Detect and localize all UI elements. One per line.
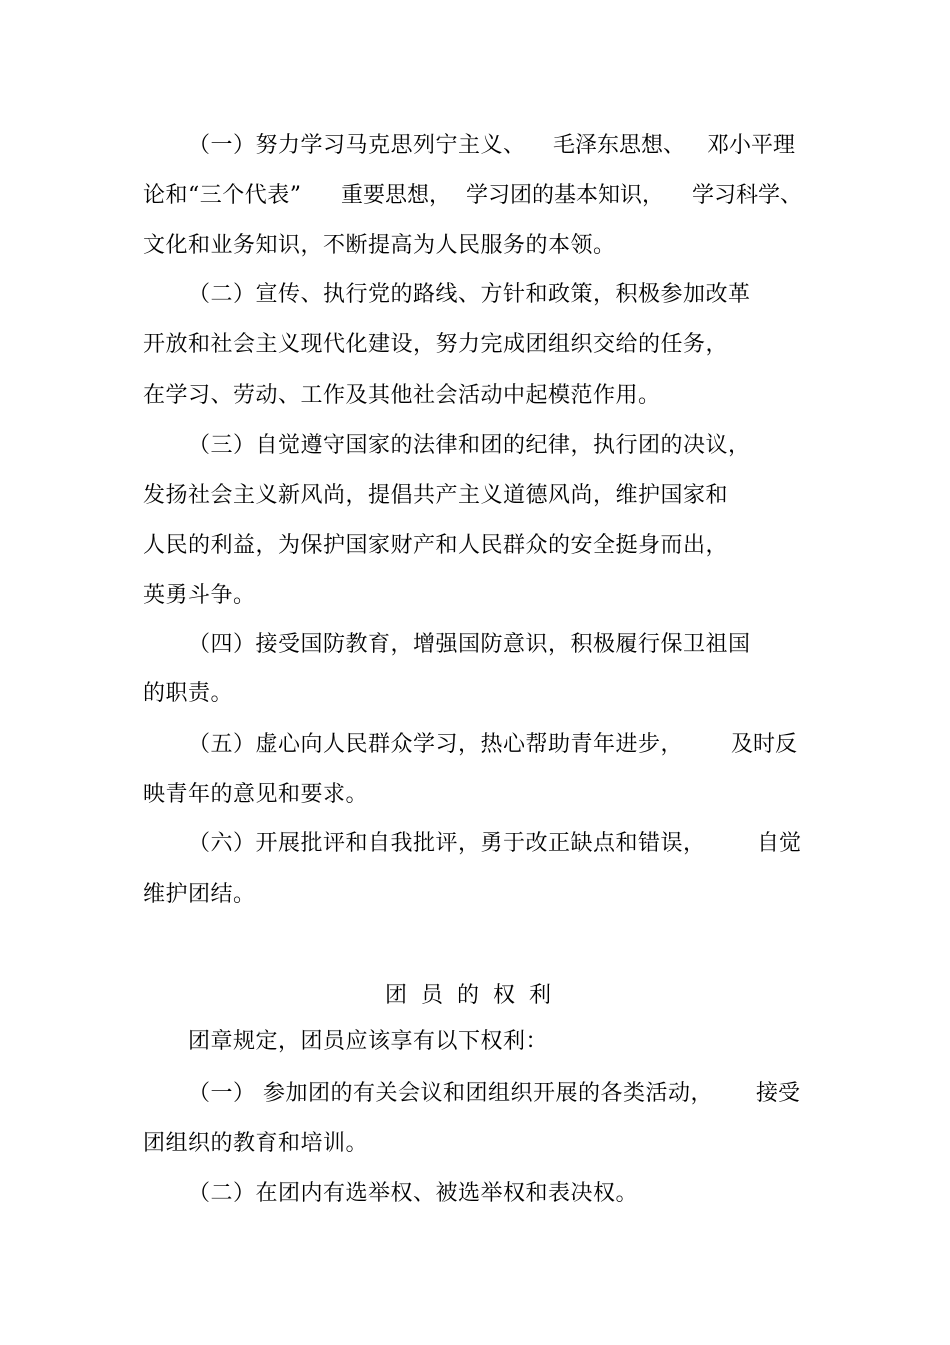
duty-3-line-2: 发扬社会主义新风尚，提倡共产主义道德风尚，维护国家和 [143, 483, 729, 508]
right-2-line-1: （二）在团内有选举权、被选举权和表决权。 [188, 1181, 639, 1206]
right-1-line-1-part-b: 接受 [756, 1081, 801, 1106]
duty-4-line-2: 的职责。 [143, 681, 234, 706]
rights-intro: 团章规定，团员应该享有以下权利： [188, 1029, 549, 1054]
duty-3-line-4: 英勇斗争。 [143, 583, 256, 608]
duty-3-line-1: （三）自觉遵守国家的法律和团的纪律，执行团的决议， [188, 433, 751, 458]
duty-1-line-2-part-a: 论和“三个代表” [143, 183, 302, 208]
duty-1-line-1-part-b: 毛泽东思想、 [553, 133, 686, 158]
duty-4-line-1: （四）接受国防教育，增强国防意识，积极履行保卫祖国 [188, 632, 751, 657]
right-1-line-1-part-a: （一） 参加团的有关会议和团组织开展的各类活动， [188, 1081, 713, 1106]
duty-2-line-3: 在学习、劳动、工作及其他社会活动中起模范作用。 [143, 383, 661, 408]
duty-1-line-1-part-c: 邓小平理 [707, 133, 796, 158]
duty-1-line-2-part-b: 重要思想， [341, 183, 452, 208]
duty-3-line-3: 人民的利益，为保护国家财产和人民群众的安全挺身而出， [143, 533, 729, 558]
duty-2-line-2: 开放和社会主义现代化建设，努力完成团组织交给的任务， [143, 332, 729, 357]
duty-6-line-1-part-b: 自觉 [757, 831, 802, 856]
duty-2-line-1: （二）宣传、执行党的路线、方针和政策，积极参加改革 [188, 282, 751, 307]
duty-1-line-1-part-a: （一）努力学习马克思列宁主义、 [188, 133, 526, 158]
duty-5-line-1-part-a: （五）虚心向人民群众学习，热心帮助青年进步， [188, 732, 684, 757]
right-1-line-2: 团组织的教育和培训。 [143, 1131, 369, 1156]
duty-6-line-2: 维护团结。 [143, 882, 256, 907]
duty-5-line-2: 映青年的意见和要求。 [143, 782, 369, 807]
duty-6-line-1-part-a: （六）开展批评和自我批评，勇于改正缺点和错误， [188, 831, 706, 856]
duty-1-line-3: 文化和业务知识，不断提高为人民服务的本领。 [143, 233, 616, 258]
rights-heading: 团员的权利 [384, 983, 565, 1008]
duty-1-line-1 [188, 131, 526, 161]
duty-1-line-2-part-c: 学习团的基本知识， [466, 183, 665, 208]
duty-5-line-1-part-b: 及时反 [731, 732, 798, 757]
duty-1-line-2-part-d: 学习科学、 [692, 183, 803, 208]
